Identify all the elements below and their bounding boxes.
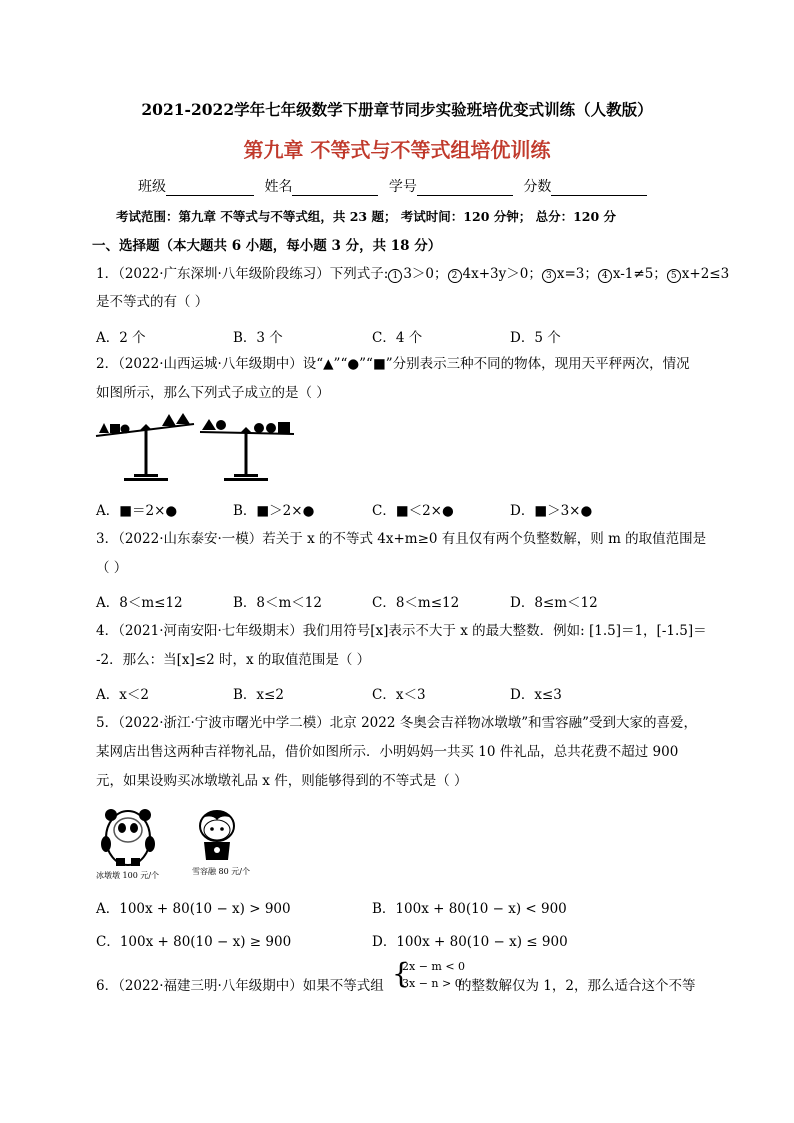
q1-stem-line2: 是不等式的有（ ） [96,294,209,310]
field-id-label: 学号 [388,179,417,195]
q5-option-c[interactable]: C．100x + 80(10 − x) ≥ 900 [96,934,292,950]
circled-number: 3 [542,269,556,283]
section-heading: 一、选择题（本大题共 6 小题，每小题 3 分，共 18 分） [92,238,442,254]
q3-option-d[interactable]: D．8≤m＜12 [510,595,598,611]
circled-number: 4 [598,269,612,283]
exam-info: 考试范围：第九章 不等式与不等式组，共 23 题； 考试时间：120 分钟； 总分：120 分 [116,209,617,224]
system-inequality-2: 3x − n > 0 [402,977,462,990]
shuey-rhon-rhon-price-caption: 雪容融 80 元/个 [192,867,250,876]
q1-option-a[interactable]: A．2 个 [96,330,146,346]
circled-number: 5 [667,269,681,283]
q4-option-b[interactable]: B．x≤2 [233,687,284,703]
id-blank[interactable] [417,181,513,196]
field-class-label: 班级 [138,179,166,195]
q4-option-a[interactable]: A．x＜2 [96,687,149,703]
q3-option-b[interactable]: B．8＜m＜12 [233,595,322,611]
q1-option-d[interactable]: D．5 个 [510,330,561,346]
q3-option-a[interactable]: A．8＜m≤12 [96,595,183,611]
q3-option-c[interactable]: C．8＜m≤12 [372,595,460,611]
inequality-system [402,958,465,992]
q4-option-d[interactable]: D．x≤3 [510,687,562,703]
circled-number: 1 [388,269,402,283]
name-blank[interactable] [292,181,378,196]
q5-option-b[interactable]: B．100x + 80(10 − x) < 900 [372,901,567,917]
class-blank[interactable] [166,181,254,196]
q2-option-b[interactable]: B．■＞2×● [233,503,315,519]
system-brace: { [392,957,410,990]
q6-stem-prefix: 6．（2022·福建三明·八年级期中）如果不等式组 [96,978,384,994]
q1-expr: x=3； [556,266,598,282]
q4-stem-line1: 4．（2021·河南安阳·七年级期末）我们用符号[x]表示不大于 x 的最大整数．例如: [1.5]＝1，[-1.5]＝ [96,623,707,639]
q1-option-b[interactable]: B．3 个 [233,330,283,346]
q1-prefix: 1．（2022·广东深圳·八年级阶段练习）下列式子: [96,266,389,282]
bing-dwen-dwen-mascot-image [98,800,158,868]
q5-stem-line2: 某网店出售这两种吉祥物礼品，借价如图所示．小明妈妈一共买 10 件礼品，总共花费不超过 900 [96,744,679,760]
student-info-fields [138,176,653,196]
q1-expr: x-1≠5； [612,266,667,282]
q1-expr: 3＞0； [403,266,448,282]
bing-dwen-dwen-price-caption: 冰墩墩 100 元/个 [96,871,160,880]
q4-stem-line2: -2．那么：当[x]≤2 时，x 的取值范围是（ ） [96,652,371,668]
q4-option-c[interactable]: C．x＜3 [372,687,426,703]
q5-option-d[interactable]: D．100x + 80(10 − x) ≤ 900 [372,934,568,950]
q5-stem-line3: 元，如果设购买冰墩墩礼品 x 件，则能够得到的不等式是（ ） [96,773,468,789]
q2-option-c[interactable]: C．■＜2×● [372,503,454,519]
score-blank[interactable] [551,181,647,196]
q2-stem-line2: 如图所示，那么下列式子成立的是（ ） [96,385,330,401]
q5-option-a[interactable]: A．100x + 80(10 − x) > 900 [96,901,291,917]
q3-stem-line1: 3．（2022·山东泰安·一模）若关于 x 的不等式 4x+m≥0 有且仅有两个负整数解，则 m 的取值范围是 [96,531,707,547]
shuey-rhon-rhon-mascot-image [192,806,242,866]
q2-option-a[interactable]: A．■＝2×● [96,503,178,519]
document-title: 2021-2022学年七年级数学下册章节同步实验班培优变式训练（人教版） [141,100,653,119]
chapter-subtitle: 第九章 不等式与不等式组培优训练 [243,138,551,162]
balance-scale-right [200,419,294,481]
q1-expr: 4x+3y＞0； [462,266,542,282]
q1-stem [96,262,729,283]
system-inequality-1: 2x − m < 0 [402,960,466,973]
q6-stem-suffix: 的整数解仅为 1，2，那么适合这个不等 [458,978,696,994]
field-score-label: 分数 [523,179,552,195]
balance-scale-left [96,413,194,481]
circled-number: 2 [448,269,462,283]
q1-expr: x+2≤3 [681,266,730,282]
field-name-label: 姓名 [264,179,293,195]
q3-stem-line2: （ ） [96,560,128,576]
balance-scales-figure [94,410,304,486]
q5-stem-line1: 5．（2022·浙江·宁波市曙光中学二模）北京 2022 冬奥会吉祥物冰墩墩”和雪容融”受到大家的喜爱， [96,715,698,731]
q2-stem-line1: 2．（2022·山西运城·八年级期中）设“▲”“●”“■”分别表示三种不同的物体，现用天平秤两次，情况 [96,356,690,372]
q1-option-c[interactable]: C．4 个 [372,330,423,346]
q2-option-d[interactable]: D．■＞3×● [510,503,593,519]
